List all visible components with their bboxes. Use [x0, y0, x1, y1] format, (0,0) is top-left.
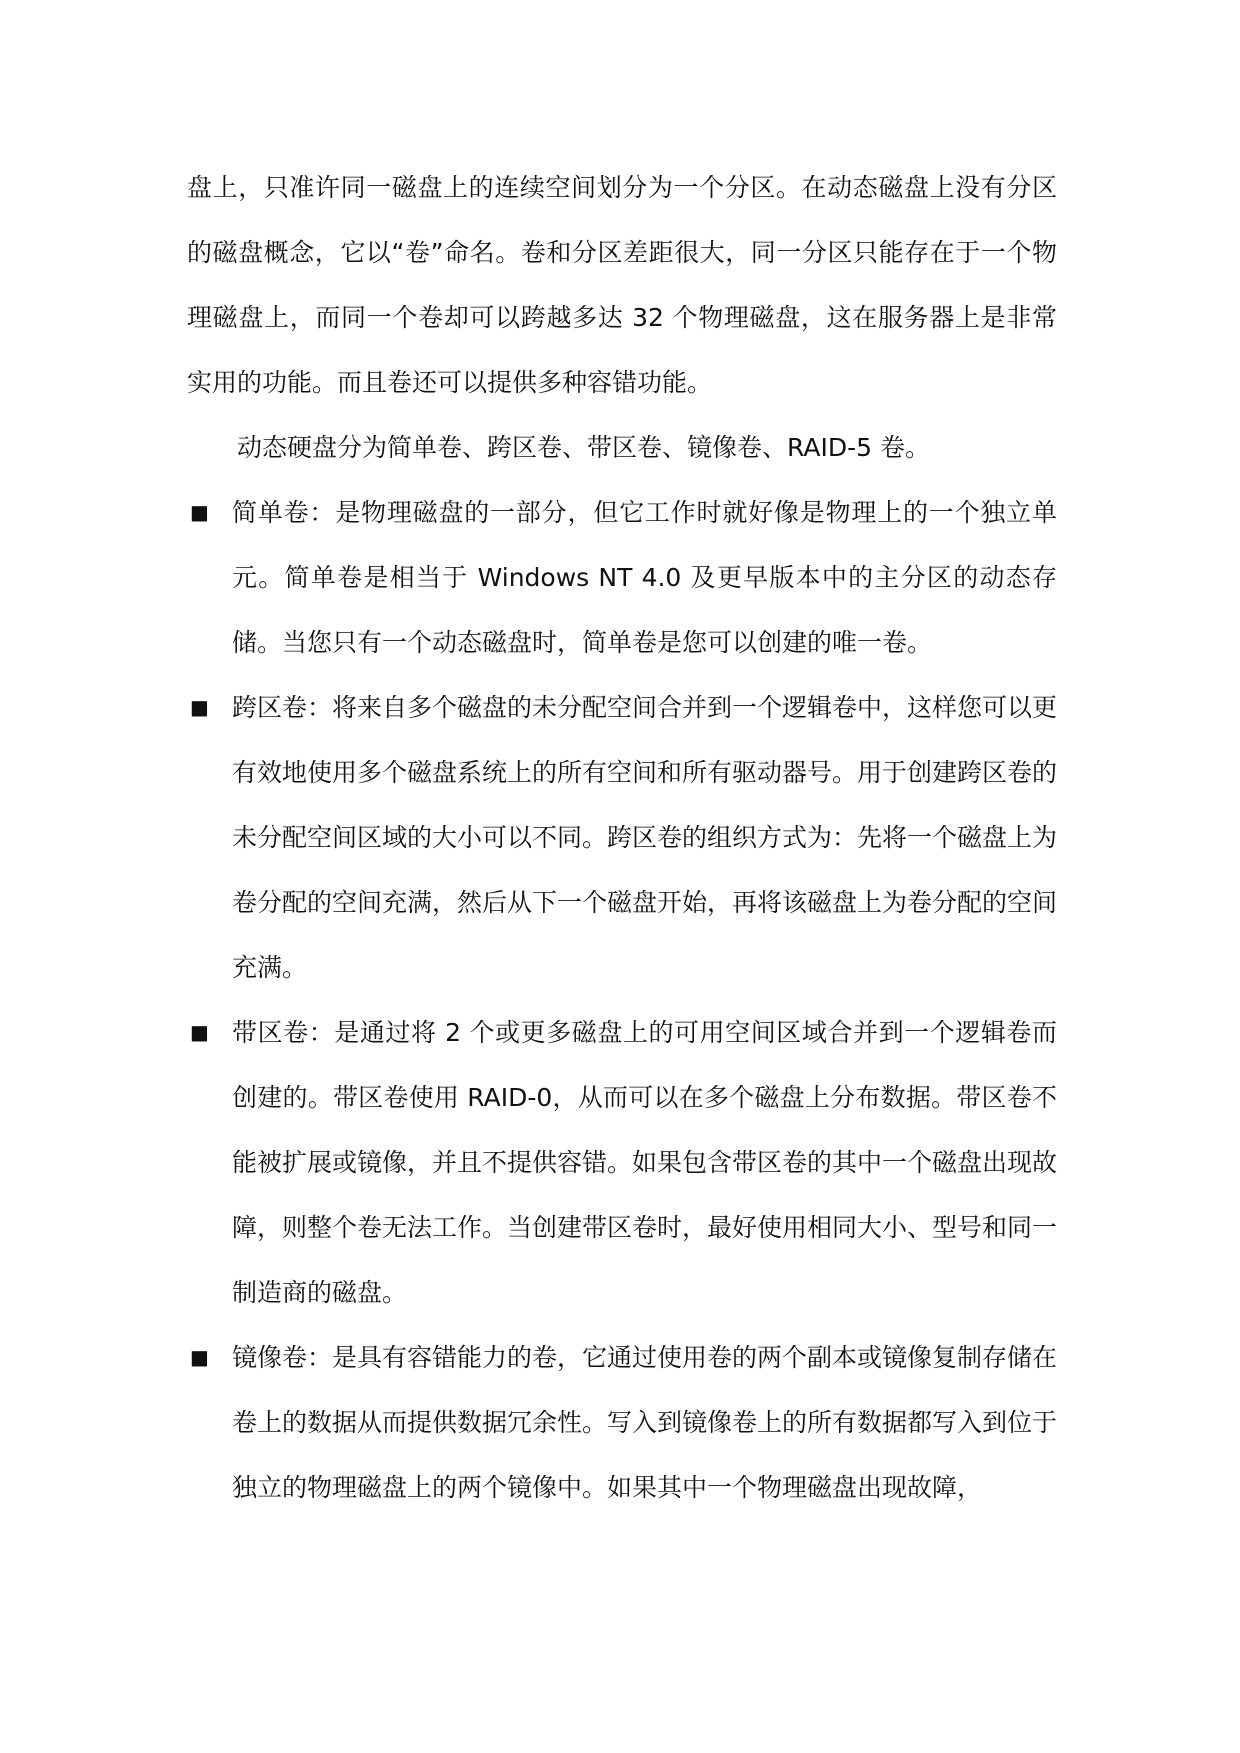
square-bullet-icon: ■: [190, 500, 209, 524]
paragraph-volume-types: 动态硬盘分为简单卷、跨区卷、带区卷、镜像卷、RAID-5 卷。: [237, 433, 930, 462]
bullet-striped-volume: [187, 1000, 1057, 1325]
paragraph-disk-concepts: 盘上，只准许同一磁盘上的连续空间划分为一个分区。在动态磁盘上没有分区的磁盘概念，它以“卷”命名。卷和分区差距很大，同一分区只能存在于一个物理磁盘上，而同一个卷却可以跨越多达 32 个物理磁盘，这在服务器上是非常实用的功能。而且卷还可以提供多种容错功能。: [187, 173, 1057, 397]
bullet-text: 镜像卷：是具有容错能力的卷，它通过使用卷的两个副本或镜像复制存储在卷上的数据从而提供数据冗余性。写入到镜像卷上的所有数据都写入到位于独立的物理磁盘上的两个镜像中。如果其中一个物理磁盘出现故障，: [232, 1343, 1058, 1502]
bullet-simple-volume: [187, 480, 1057, 675]
square-bullet-icon: ■: [190, 1020, 209, 1044]
square-bullet-icon: ■: [190, 1345, 209, 1369]
square-bullet-icon: ■: [190, 695, 209, 719]
bullet-text: 跨区卷：将来自多个磁盘的未分配空间合并到一个逻辑卷中，这样您可以更有效地使用多个磁盘系统上的所有空间和所有驱动器号。用于创建跨区卷的未分配空间区域的大小可以不同。跨区卷的组织方式为：先将一个磁盘上为卷分配的空间充满，然后从下一个磁盘开始，再将该磁盘上为卷分配的空间充满。: [232, 693, 1058, 982]
bullet-spanned-volume: [187, 675, 1057, 1000]
document-body: [187, 155, 1057, 1520]
bullet-text: 带区卷：是通过将 2 个或更多磁盘上的可用空间区域合并到一个逻辑卷而创建的。带区卷使用 RAID-0，从而可以在多个磁盘上分布数据。带区卷不能被扩展或镜像，并且不提供容错。如果包含带区卷的其中一个磁盘出现故障，则整个卷无法工作。当创建带区卷时，最好使用相同大小、型号和同一制造商的磁盘。: [232, 1018, 1058, 1307]
bullet-mirrored-volume: [187, 1325, 1057, 1520]
bullet-text: 简单卷：是物理磁盘的一部分，但它工作时就好像是物理上的一个独立单元。简单卷是相当于 Windows NT 4.0 及更早版本中的主分区的动态存储。当您只有一个动态磁盘时，简单卷是您可以创建的唯一卷。: [232, 498, 1057, 657]
